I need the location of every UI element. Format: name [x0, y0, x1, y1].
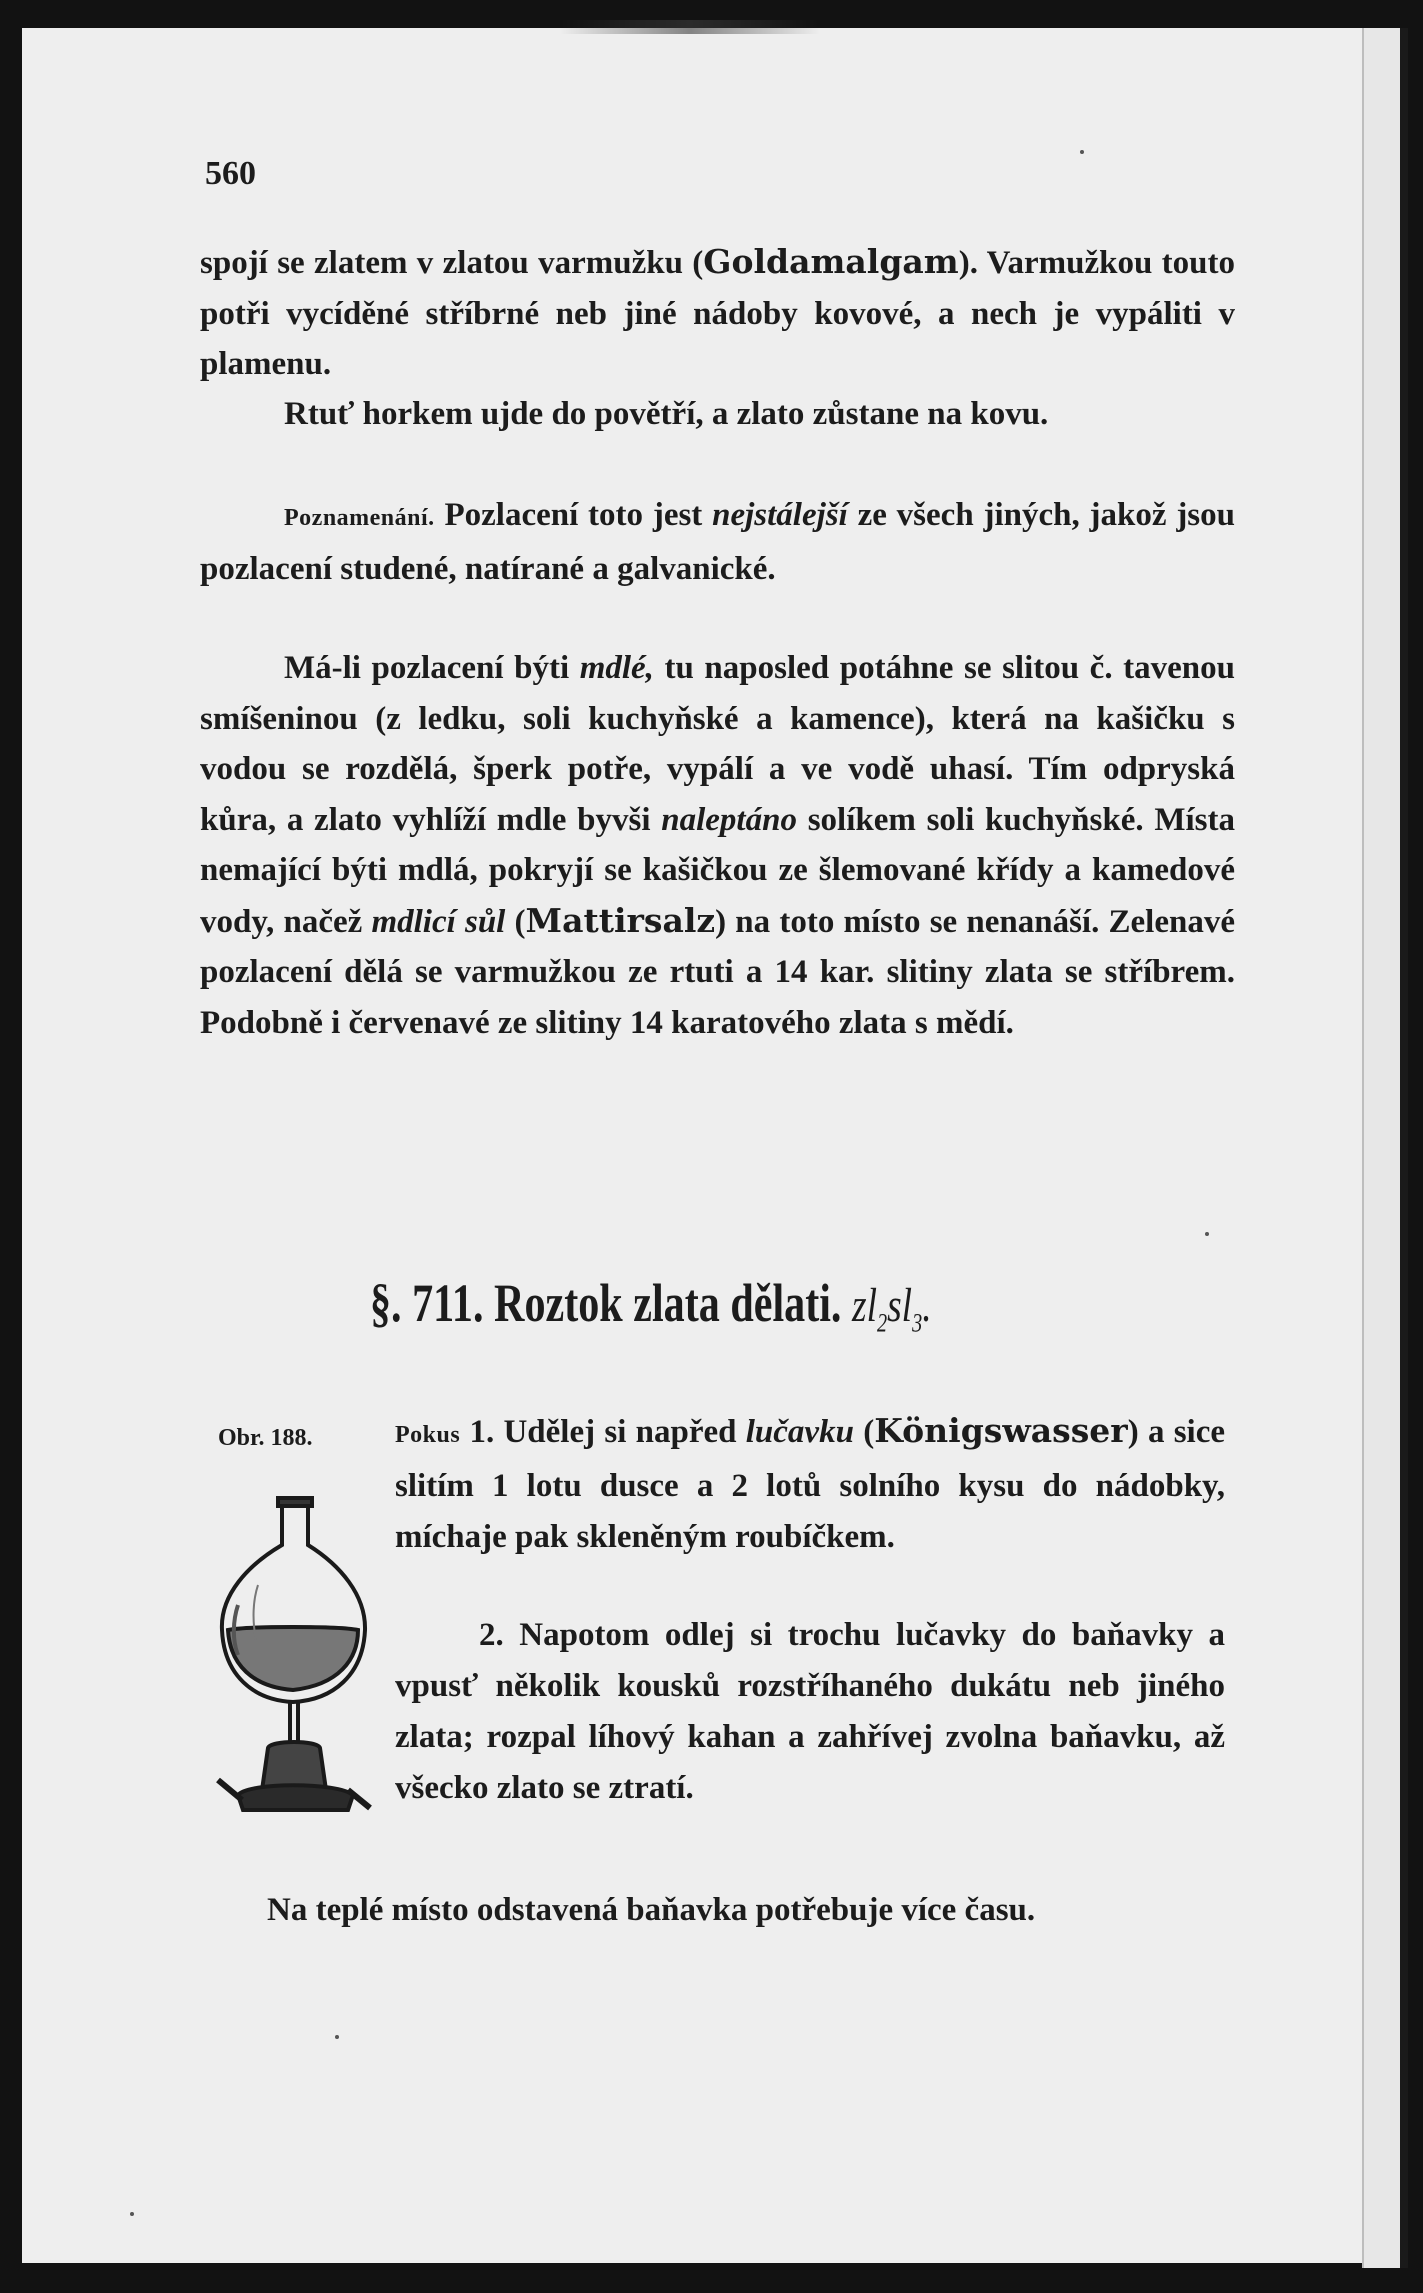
note-italic: nejstálejší — [712, 497, 848, 533]
experiment-step-2 — [395, 1610, 1225, 1814]
step-1-text-a: Udělej si napřed — [494, 1414, 746, 1450]
section-title: §. 711. Roztok zlata dělati. — [370, 1273, 842, 1333]
step-1-german-term: Königswasser — [874, 1411, 1128, 1450]
step-1-text-c: ) a sice slitím 1 lotu dusce a 2 lotů solního kysu do nádobky, míchaje pak skleněným roubíčkem. — [395, 1414, 1226, 1555]
note-text-a: Pozlacení toto jest — [434, 497, 713, 533]
page-edge — [1362, 28, 1408, 2268]
experiment-label: Pokus — [395, 1422, 461, 1448]
paragraph-1 — [200, 237, 1235, 390]
p4-text-b: tu naposled potáhne se slitou č. tavenou smíšeninou (z ledku, soli kuchyňské a kamence), která na kašičku s vodou se rozdělá, šperk potře, vypálí a ve vodě uhasí. Tím odpryská kůra, a zlato vyhlíží mdle byvši — [200, 650, 1235, 838]
p4-italic-1: mdlé, — [579, 650, 654, 686]
paragraph-note — [200, 490, 1235, 594]
note-text-b: ze všech jiných, jakož jsou pozlacení studené, natírané a galvanické. — [200, 497, 1235, 587]
scan-speck — [335, 2035, 339, 2039]
p4-german-term: Mattirsalz — [525, 900, 716, 940]
step-3-text: Na teplé místo odstavená baňavka potřebuje více času. — [267, 1892, 1036, 1928]
note-label: Poznamenání. — [284, 505, 435, 531]
scan-speck — [1080, 150, 1084, 154]
paragraph-2 — [200, 389, 1235, 440]
scan-speck — [130, 2212, 134, 2216]
p2-text: Rtuť horkem ujde do povětří, a zlato zůstane na kovu. — [284, 396, 1049, 432]
p1-text-a: spojí se zlatem v zlatou varmužku ( — [200, 245, 704, 281]
experiment-step-3 — [183, 1885, 1225, 1936]
section-heading — [370, 1272, 932, 1339]
p4-italic-2: naleptáno — [661, 801, 797, 838]
p4-text-a: Má-li pozlacení býti — [284, 650, 580, 686]
paragraph-4 — [200, 643, 1235, 1048]
step-1-number: 1. — [460, 1414, 495, 1450]
step-1-italic: lučavku — [745, 1414, 854, 1450]
p4-italic-3: mdlicí sůl — [371, 903, 506, 940]
scan-smudge — [560, 20, 820, 34]
step-2-text: 2. Napotom odlej si trochu lučavky do baňavky a vpusť několik kousků rozstříhaného dukátu neb jiného zlata; rozpal líhový kahan a zahřívej zvolna baňavku, až všecko zlato se ztratí. — [395, 1617, 1225, 1806]
experiment-step-1 — [395, 1405, 1225, 1563]
page-number: 560 — [205, 155, 256, 192]
step-1-text-b: ( — [853, 1414, 875, 1450]
p1-text-b: ). Varmužkou touto potři vycíděné stříbrné neb jiné nádoby kovové, a nech je vypáliti v plamenu. — [200, 245, 1235, 382]
chemical-formula: $zl_2sl_3$. — [852, 1279, 932, 1338]
flask-illustration — [208, 1490, 378, 1850]
p4-text-e: ) na toto místo se nenanáší. Zelenavé pozlacení dělá se varmužkou ze rtuti a 14 kar. slitiny zlata se stříbrem. Podobně i červenavé ze slitiny 14 karatového zlata s mědí. — [200, 903, 1236, 1041]
p4-text-d: ( — [505, 903, 526, 940]
scan-speck — [1205, 1232, 1209, 1236]
p4-text-c: solíkem soli kuchyňské. Místa nemající býti mdlá, pokryjí se kašičkou ze šlemované křídy a kamedové vody, načež — [200, 801, 1235, 940]
p1-german-term: Goldamalgam — [703, 242, 959, 281]
figure-label: Obr. 188. — [218, 1425, 313, 1451]
